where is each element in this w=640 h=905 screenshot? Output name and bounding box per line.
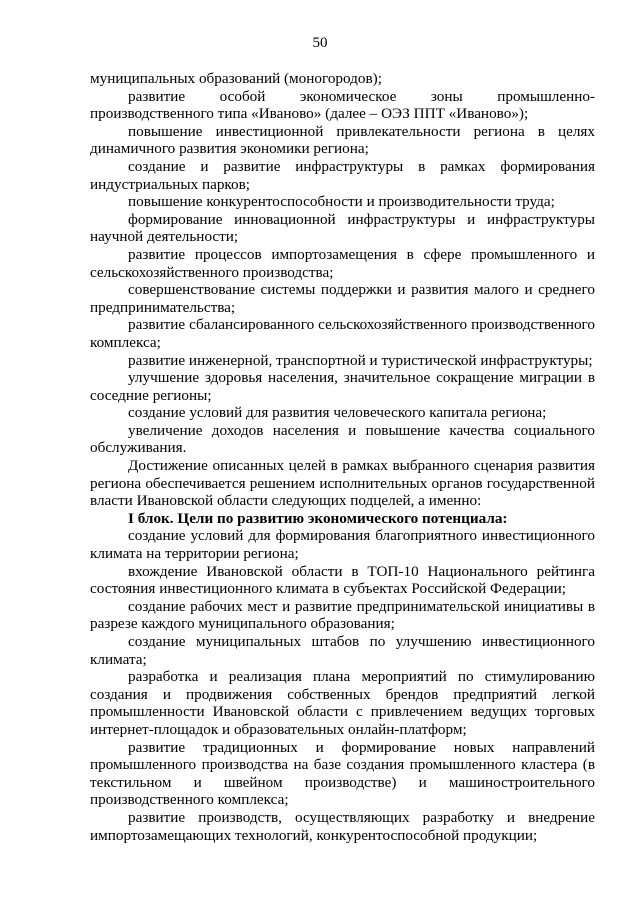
paragraph: развитие сбалансированного сельскохозяйственного производственного комплекса; [90, 316, 595, 351]
paragraph: увеличение доходов населения и повышение качества социального обслуживания. [90, 421, 595, 457]
paragraph: формирование инновационной инфраструктуры и инфраструктуры научной деятельности; [90, 210, 595, 246]
paragraph: развитие инженерной, транспортной и туристической инфраструктуры; [128, 351, 593, 369]
paragraph: разработка и реализация плана мероприятий по стимулированию создания и продвижения собственных брендов предприятий легкой промышленности Ивановской области с привлечением ведущих торговых интернет-площадок и образовательных онлайн-платформ; [90, 668, 595, 738]
paragraph: совершенствование системы поддержки и развития малого и среднего предпринимательства; [90, 281, 595, 316]
page-number: 50 [312, 35, 328, 51]
paragraph: повышение инвестиционной привлекательности региона в целях динамичного развития экономики региона; [90, 122, 595, 158]
paragraph: повышение конкурентоспособности и производительности труда; [128, 193, 555, 211]
paragraph: развитие традиционных и формирование новых направлений промышленного производства на базе создания промышленного кластера (в текстильном и швейном производстве) и машиностроительного производственного комплекса; [90, 738, 595, 809]
paragraph: создание и развитие инфраструктуры в рамках формирования индустриальных парков; [90, 157, 595, 193]
paragraph: Достижение описанных целей в рамках выбранного сценария развития региона обеспечивается решением исполнительных органов государственной власти Ивановской области следующих подцелей, а именно: [90, 457, 595, 510]
paragraph: развитие процессов импортозамещения в сфере промышленного и сельскохозяйственного производства; [90, 245, 595, 281]
paragraph: вхождение Ивановской области в ТОП-10 Национального рейтинга состояния инвестиционного климата в субъектах Российской Федерации; [90, 562, 595, 598]
paragraph: создание условий для развития человеческого капитала региона; [128, 404, 547, 422]
section-heading: I блок. Цели по развитию экономического потенциала: [128, 509, 508, 527]
paragraph: развитие особой экономическое зоны промышленно-производственного типа «Иваново» (далее – ОЭЗ ППТ «Иваново»); [90, 87, 595, 123]
paragraph: создание условий для формирования благоприятного инвестиционного климата на территории региона; [90, 527, 595, 563]
paragraph: создание муниципальных штабов по улучшению инвестиционного климата; [90, 633, 595, 668]
paragraph: муниципальных образований (моногородов); [90, 70, 382, 87]
document-body [90, 70, 595, 844]
paragraph: улучшение здоровья населения, значительное сокращение миграции в соседние регионы; [90, 369, 595, 404]
paragraph: создание рабочих мест и развитие предпринимательской инициативы в разрезе каждого муниципального образования; [90, 597, 595, 633]
paragraph: развитие производств, осуществляющих разработку и внедрение импортозамещающих технологий, конкурентоспособной продукции; [90, 808, 595, 844]
